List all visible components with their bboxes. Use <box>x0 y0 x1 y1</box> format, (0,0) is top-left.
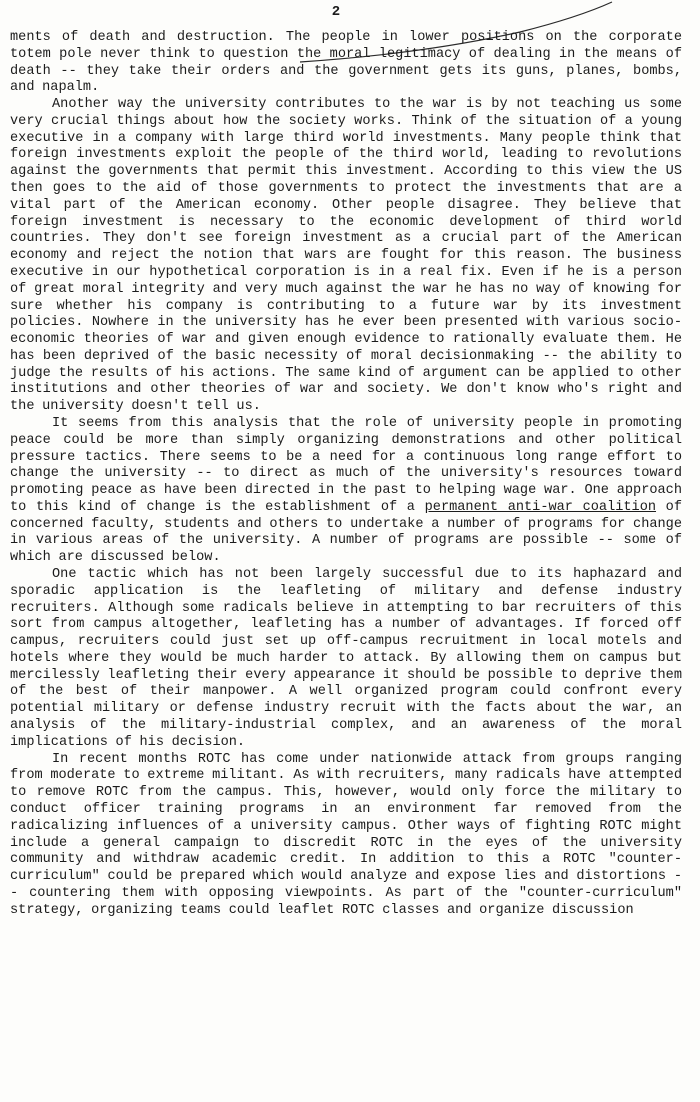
paragraph-3-text-before: It seems from this analysis that the role of university people in promoting peace could be more than simply organizing demonstrations and other political pressure tactics. There seems to be a need for a continuous long range effort to change the university -- to direct as much of the university's resources toward promoting peace as have been directed in the past to helping wage war. One approach to this kind of change is the establishment of a <box>10 415 682 515</box>
paragraph-3-text-after: of concerned faculty, students and others to undertake a number of programs for change in various areas of the university. A number of programs are possible -- some of which are discussed below. <box>10 499 682 566</box>
paragraph-1: ments of death and destruction. The people in lower positions on the corporate totem pole never think to question the moral legitimacy of dealing in the means of death -- they take their orders and the government gets its guns, planes, bombs, and napalm. <box>10 30 682 96</box>
underlined-phrase: permanent anti-war coalition <box>424 499 657 515</box>
paragraph-4: One tactic which has not been largely successful due to its haphazard and sporadic application is the leafleting of military and defense industry recruiters. Although some radicals believe in attempting to bar recruiters of this sort from campus altogether, leafleting has a number of advantages. If forced off campus, recruiters could just set up off-campus recruitment in local motels and hotels where they would be much harder to attack. By allowing them on campus but mercilessly leafleting their every appearance it should be possible to deprive them of the best of their manpower. A well organized program could confront every potential military or defense industry recruit with the facts about the war, an analysis of the military-industrial complex, and an awareness of the moral implications of his decision. <box>10 567 682 750</box>
page-number: 2 <box>331 4 341 20</box>
paragraph-5: In recent months ROTC has come under nationwide attack from groups ranging from moderate to extreme militant. As with recruiters, many radicals have attempted to remove ROTC from the campus. This, however, would only force the military to conduct officer training programs in an environment far removed from the radicalizing influences of a university campus. Other ways of fighting ROTC might include a general campaign to discredit ROTC in the eyes of the university community and withdraw academic credit. In addition to this a ROTC "counter-curriculum" could be prepared which would analyze and expose lies and distortions -- countering them with opposing viewpoints. As part of the "counter-curriculum" strategy, organizing teams could leaflet ROTC classes and organize discussion <box>10 751 682 918</box>
paragraph-3 <box>10 416 682 567</box>
paragraph-2: Another way the university contributes to the war is by not teaching us some very crucial things about how the society works. Think of the situation of a young executive in a company with large third world investments. Many people think that foreign investments exploit the people of the third world, leading to revolutions against the governments that permit this investment. According to this view the US then goes to the aid of those governments to protect the investments that are a vital part of the American economy. Other people disagree. They believe that foreign investment is necessary to the economic development of third world countries. They don't see foreign investment as a crucial part of the American economy and reject the notion that wars are fought for this reason. The business executive in our hypothetical corporation is in a real fix. Even if he is a person of great moral integrity and very much against the war he has no way of knowing for sure whether his company is contributing to a future war by its investment policies. Nowhere in the university has he ever been presented with various socio-economic theories of war and given enough evidence to rationally evaluate them. He has been deprived of the basic necessity of moral decisionmaking -- the ability to judge the results of his actions. The same kind of argument can be applied to other institutions and other theories of war and society. We don't know who's right and the university doesn't tell us. <box>10 97 682 415</box>
body-text <box>10 30 682 919</box>
